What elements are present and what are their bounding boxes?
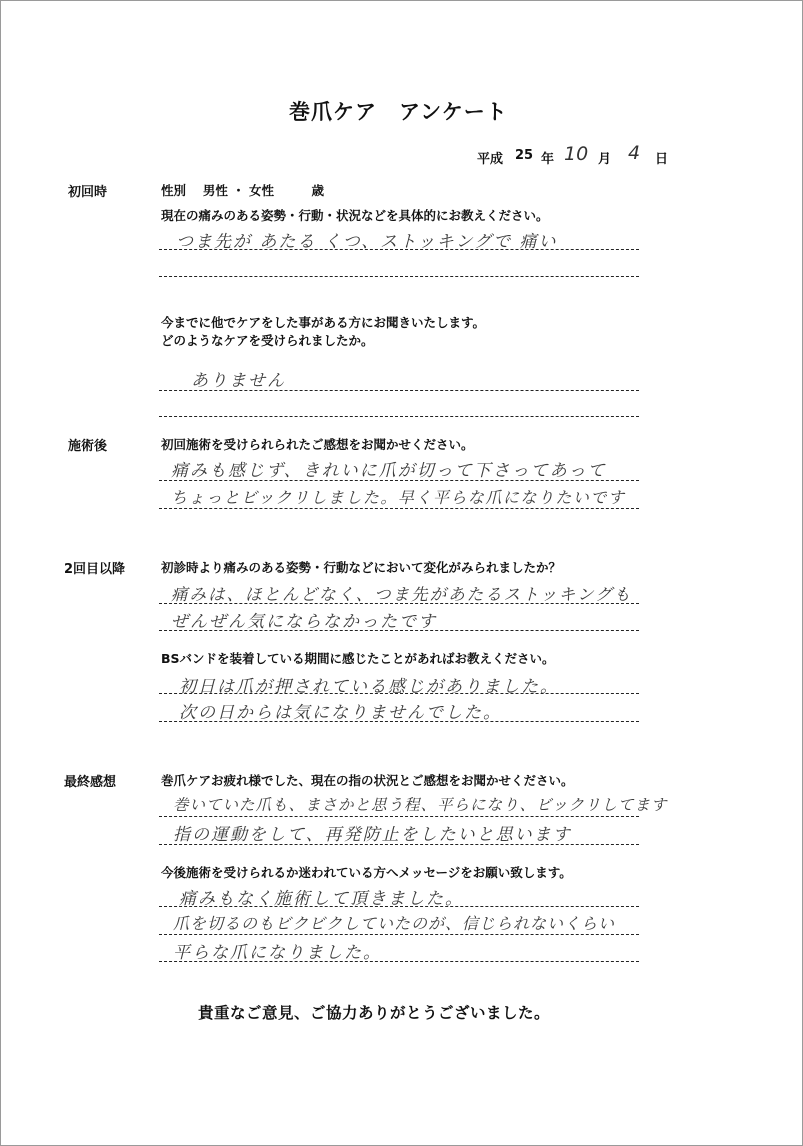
- answer-underline: [159, 603, 639, 604]
- answer-underline: [159, 249, 639, 250]
- question-bs-band: BSバンドを装着している期間に感じたことがあればお教えください。: [161, 651, 555, 666]
- answer-line: ちょっとビックリしました。早く平らな爪になりたいです: [171, 488, 626, 507]
- question-message: 今後施術を受けられるか迷われている方へメッセージをお願い致します。: [161, 865, 572, 880]
- gender-age-row: 性別 男性 ・ 女性 歳: [161, 183, 325, 198]
- answer-underline: [159, 480, 639, 481]
- section-label-second-visit: 2回目以降: [64, 562, 126, 577]
- answer-line: 巻いていた爪も、まさかと思う程、平らになり、ビックリしてます: [173, 796, 668, 814]
- answer-underline: [159, 816, 639, 817]
- section-label-first-visit: 初回時: [68, 185, 108, 200]
- answer-underline: [159, 276, 639, 277]
- date-day: 4: [628, 142, 641, 164]
- answer-underline: [159, 416, 639, 417]
- answer-line: 痛みもなく施術して頂きました。: [179, 889, 464, 909]
- answer-underline: [159, 961, 639, 962]
- question-prior-care-2: どのようなケアを受けられましたか。: [161, 333, 374, 348]
- date-year-label: 年: [541, 152, 555, 167]
- answer-underline: [159, 934, 639, 935]
- answer-line: つま先が あたる くつ、ストッキングで 痛い: [176, 232, 558, 252]
- date-era: 平成: [477, 152, 504, 167]
- question-prior-care-1: 今までに他でケアをした事がある方にお聞きいたします。: [161, 315, 486, 330]
- answer-line: 指の運動をして、再発防止をしたいと思います: [173, 825, 572, 845]
- answer-line: 平らな爪になりました。: [173, 943, 382, 963]
- answer-underline: [159, 906, 639, 907]
- date-month: 10: [564, 143, 589, 165]
- page-title: 巻爪ケア アンケート: [289, 100, 508, 124]
- answer-line: 痛みも感じず、きれいに爪が切って下さってあって: [171, 461, 607, 481]
- date-year: 25: [515, 148, 534, 163]
- answer-line: 初日は爪が押されている感じがありました。: [179, 677, 559, 697]
- date-month-label: 月: [598, 152, 612, 167]
- answer-line: 次の日からは気になりませんでした。: [179, 703, 502, 723]
- answer-underline: [159, 721, 639, 722]
- section-label-after-treatment: 施術後: [68, 439, 108, 454]
- question-current-pain: 現在の痛みのある姿勢・行動・状況などを具体的にお教えください。: [161, 208, 549, 223]
- answer-line: 爪を切るのもビクビクしていたのが、信じられないくらい: [173, 914, 616, 933]
- question-current-state: 巻爪ケアお疲れ様でした、現在の指の状況とご感想をお聞かせください。: [161, 773, 574, 788]
- question-change: 初診時より痛みのある姿勢・行動などにおいて変化がみられましたか？: [161, 560, 562, 575]
- answer-underline: [159, 844, 639, 845]
- section-label-final: 最終感想: [64, 775, 117, 790]
- question-first-treatment: 初回施術を受けられられたご感想をお聞かせください。: [161, 437, 474, 452]
- date-day-label: 日: [655, 152, 669, 167]
- answer-underline: [159, 508, 639, 509]
- answer-line: ぜんぜん気にならなかったです: [171, 612, 437, 632]
- answer-line: 痛みは、ほとんどなく、つま先があたるストッキングも: [171, 585, 633, 604]
- answer-underline: [159, 630, 639, 631]
- answer-line: ありません: [191, 371, 286, 391]
- answer-underline: [159, 693, 639, 694]
- answer-underline: [159, 390, 639, 391]
- thank-you-message: 貴重なご意見、ご協力ありがとうございました。: [198, 1004, 551, 1022]
